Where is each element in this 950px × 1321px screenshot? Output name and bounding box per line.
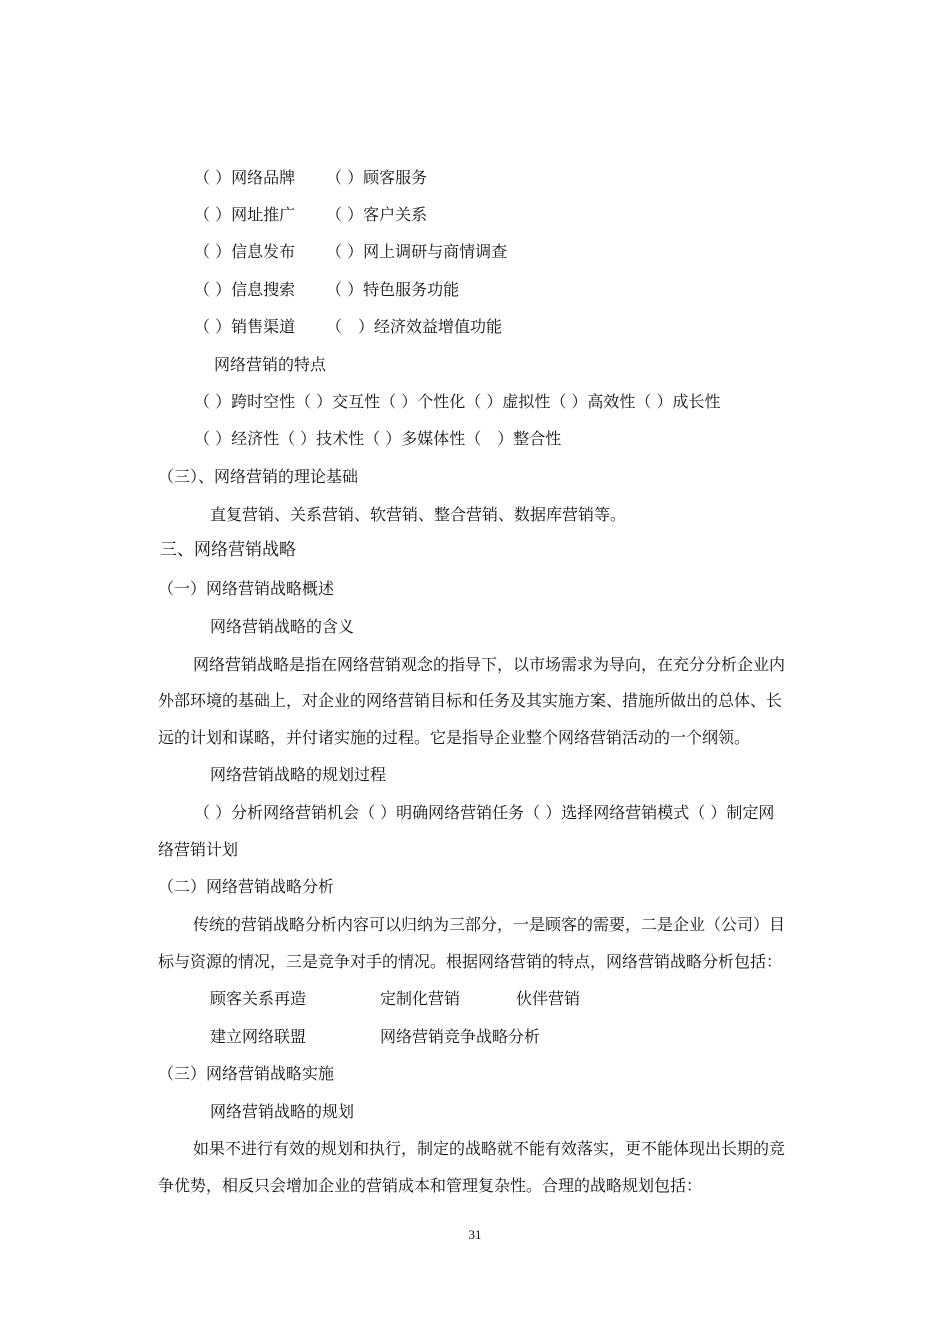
analysis-item: 顾客关系再造 [210, 989, 307, 1008]
paragraph-line: 外部环境的基础上，对企业的网络营销目标和任务及其实施方案、措施所做出的总体、长 [158, 691, 783, 710]
features-line: （ ）跨时空性（ ）交互性（ ）个性化（ ）虚拟性（ ）高效性（ ）成长性 [194, 392, 721, 411]
theory-heading: （三）、网络营销的理论基础 [158, 467, 359, 486]
strategy-plan-title: 网络营销战略的规划 [210, 1102, 355, 1121]
subsection-heading: （二）网络营销战略分析 [158, 877, 335, 896]
analysis-item: 伙伴营销 [516, 989, 581, 1008]
meaning-title: 网络营销战略的含义 [210, 617, 355, 636]
function-item: （ ）信息发布 [194, 242, 296, 261]
analysis-item: 网络营销竞争战略分析 [380, 1027, 541, 1046]
analysis-item: 建立网络联盟 [210, 1027, 307, 1046]
function-item: （ ）特色服务功能 [326, 280, 460, 299]
paragraph-line: 如果不进行有效的规划和执行，制定的战略就不能有效落实，更不能体现出长期的竞 [193, 1139, 786, 1158]
function-item: （ ）网络品牌 [194, 168, 296, 187]
theory-text: 直复营销、关系营销、软营销、整合营销、数据库营销等。 [210, 505, 627, 524]
function-item: （ ）网址推广 [194, 205, 296, 224]
function-item: （ ）网上调研与商情调查 [326, 242, 508, 261]
paragraph-line: 传统的营销战略分析内容可以归纳为三部分，一是顾客的需要，二是企业（公司）目 [193, 915, 786, 934]
planning-steps-line: 络营销计划 [158, 840, 239, 859]
analysis-item: 定制化营销 [380, 989, 461, 1008]
paragraph-line: 争优势，相反只会增加企业的营销成本和管理复杂性。合理的战略规划包括： [158, 1176, 703, 1195]
section-heading: 三、网络营销战略 [160, 540, 296, 560]
function-item: （ ）经济效益增值功能 [326, 317, 503, 336]
function-item: （ ）客户关系 [326, 205, 428, 224]
function-item: （ ）信息搜索 [194, 280, 296, 299]
function-item: （ ）销售渠道 [194, 317, 296, 336]
planning-steps-line: （ ）分析网络营销机会（ ）明确网络营销任务（ ）选择网络营销模式（ ）制定网 [194, 803, 775, 822]
paragraph-line: 标与资源的情况，三是竞争对手的情况。根据网络营销的特点，网络营销战略分析包括： [158, 952, 783, 971]
function-item: （ ）顾客服务 [326, 168, 428, 187]
subsection-heading: （三）网络营销战略实施 [158, 1064, 335, 1083]
paragraph-line: 远的计划和谋略，并付诸实施的过程。它是指导企业整个网络营销活动的一个纲领。 [158, 728, 751, 747]
subsection-heading: （一）网络营销战略概述 [158, 579, 335, 598]
page-number: 31 [468, 1227, 482, 1242]
paragraph-line: 网络营销战略是指在网络营销观念的指导下，以市场需求为导向，在充分分析企业内 [193, 655, 786, 674]
features-title: 网络营销的特点 [214, 355, 327, 374]
planning-title: 网络营销战略的规划过程 [210, 765, 387, 784]
features-line: （ ）经济性（ ）技术性（ ）多媒体性（ ）整合性 [194, 429, 562, 448]
